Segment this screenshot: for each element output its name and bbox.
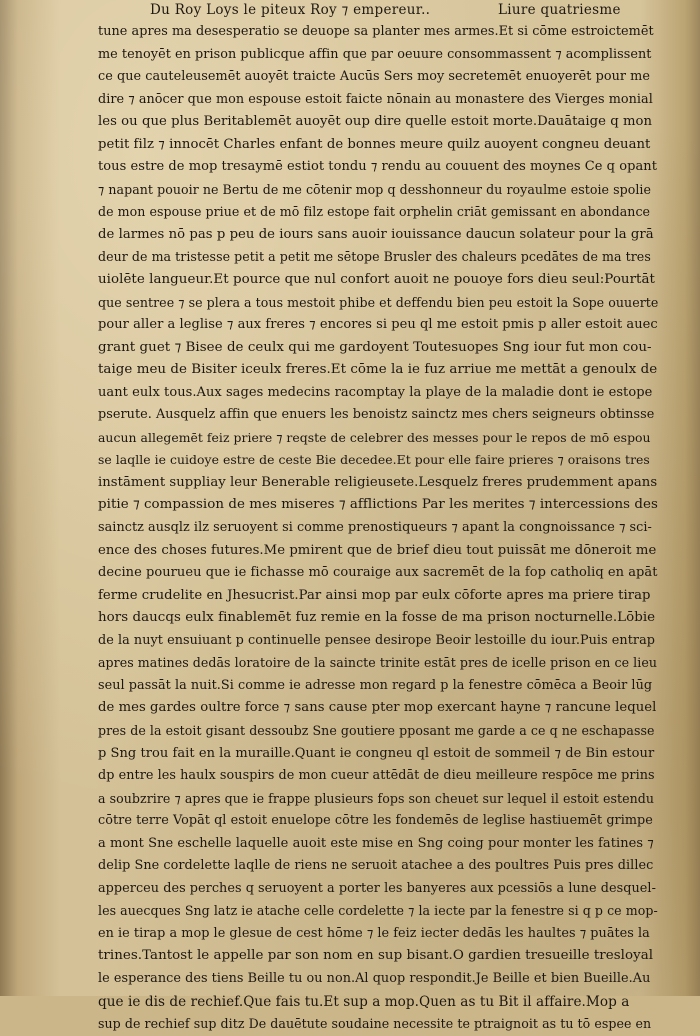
text-line: seul passāt la nuit.Si comme ie adresse mon regard p la fenestre cōmēca a Beoir lūg [98,677,653,693]
text-line: hors daucqs eulx finablemēt fuz remie en la fosse de ma prison nocturnelle.Lōbie [98,610,656,626]
text-line: me tenoyēt en prison publicque affin que par oeuure consommassent ⁊ acomplissent [98,46,652,62]
text-line: les auecques Sng latz ie atache celle cordelette ⁊ la iecte par la fenestre si q p ce mop- [98,903,658,919]
running-title: Du Roy Loys le piteux Roy ⁊ empereur.. [150,2,431,18]
text-line: sup de rechief sup ditz De dauētute soudaine necessite te ptraignoit as tu tō espee en [98,1016,652,1032]
text-line: que ie dis de rechief.Que fais tu.Et sup a mop.Quen as tu Bit il affaire.Mop a [98,993,630,1010]
text-line: deur de ma tristesse petit a petit me sētope Brusler des chaleurs pcedātes de ma tres [98,249,651,265]
text-line: dp entre les haulx souspirs de mon cueur attēdāt de dieu meilleure respōce me prins [98,768,655,784]
text-line: delip Sne cordelette laqlle de riens ne seruoit atachee a des poultres Puis pres dillec [98,858,654,874]
text-line: trines.Tantost le appelle par son nom en sup bisant.O gardien tresueille tresloyal [98,948,654,964]
text-line: pitie ⁊ compassion de mes miseres ⁊ afflictions Par les merites ⁊ intercessions des [98,497,658,513]
text-line: apperceu des perches q seruoyent a porter les banyeres aux pcessiōs a lune desquel- [98,880,656,896]
text-line: pour aller a leglise ⁊ aux freres ⁊ encores si peu ql me estoit pmis p aller estoit auec [98,317,658,333]
text-line: en ie tirap a mop le glesue de cest hōme ⁊ le feiz iecter dedās les haultes ⁊ puātes la [98,925,650,941]
text-line: decine pourueu que ie fichasse mō couraige aux sacremēt de la fop catholiq en apāt [98,565,658,581]
text-line: pserute. Ausquelz affin que enuers les benoistz sainctz mes chers seigneurs obtinsse [98,407,655,423]
text-line: a mont Sne eschelle laquelle auoit este mise en Sng coing pour monter les fatines ⁊ [98,835,654,851]
text-line: de mes gardes oultre force ⁊ sans cause pter mop exercant hayne ⁊ rancune lequel [98,700,657,716]
text-line: dire ⁊ anōcer que mon espouse estoit faicte nōnain au monastere des Vierges monial [98,91,653,107]
text-line: ence des choses futures.Me pmirent que de brief dieu tout puissāt me dōneroit me [98,542,657,558]
running-header [150,2,670,20]
text-line: grant guet ⁊ Bisee de ceulx qui me gardoyent Toutesuopes Sng iour fut mon cou- [98,339,652,355]
text-line: tune apres ma desesperatio se deuope sa planter mes armes.Et si cōme estroictemēt [98,24,654,39]
text-line: apres matines dedās loratoire de la saincte trinite estāt pres de icelle prison en ce lieu [98,655,657,671]
text-line: ferme crudelite en Jhesucrist.Par ainsi mop par eulx cōforte apres ma priere tirap [98,587,651,603]
text-line: instāment suppliay leur Benerable religieusete.Lesquelz freres prudemment apans [98,474,658,490]
text-line: que sentree ⁊ se plera a tous mestoit phibe et deffendu bien peu estoit la Sope ouuerte [98,294,658,310]
text-line: ⁊ napant pouoir ne Bertu de me cōtenir mop q desshonneur du royaulme estoie spolie [98,181,652,197]
text-line: pres de la estoit gisant dessoubz Sne goutiere pposant me garde a ce q ne eschapasse [98,722,655,738]
text-line: tous estre de mop tresaymē estiot tondu ⁊ rendu au couuent des moynes Ce q opant [98,159,657,175]
text-line: p Sng trou fait en la muraille.Quant ie congneu ql estoit de sommeil ⁊ de Bin estour [98,745,655,761]
text-line: petit filz ⁊ innocēt Charles enfant de bonnes meure quilz auoyent congneu deuant [98,136,651,152]
text-line: se laqlle ie cuidoye estre de ceste Bie decedee.Et pour elle faire prieres ⁊ oraisons tres [98,452,650,468]
text-line: les ou que plus Beritablemēt auoyēt oup dire quelle estoit morte.Dauātaige q mon [98,114,653,130]
book-label: Liure quatriesme [498,2,621,18]
text-line: a soubzrire ⁊ apres que ie frappe plusieurs fops son cheuet sur lequel il estoit estendu [98,790,655,806]
text-line: de la nuyt ensuiuant p continuelle pensee desirope Beoir lestoille du iour.Puis entrap [98,632,655,648]
text-line: de mon espouse priue et de mō filz estope fait orphelin criāt gemissant en abondance [98,204,651,220]
text-line: cōtre terre Vopāt ql estoit enuelope cōtre les fondemēs de leglise hastiuemēt grimpe [98,813,653,829]
text-line: taige meu de Bisiter iceulx freres.Et cōme la ie fuz arriue me mettāt a genoulx de [98,362,658,378]
text-line: uant eulx tous.Aux sages medecins racomptay la playe de la maladie dont ie estope [98,384,653,400]
text-line: uiolēte langueur.Et pource que nul confort auoit ne pouoye fors dieu seul:Pourtāt [98,272,655,288]
text-line: de larmes nō pas p peu de iours sans auoir iouissance daucun solateur pour la grā [98,226,654,242]
text-line: sainctz ausqlz ilz seruoyent si comme prenostiqueurs ⁊ apant la congnoissance ⁊ sci- [98,520,652,536]
body-text [98,21,658,1036]
text-line: le esperance des tiens Beille tu ou non.Al quop respondit.Je Beille et bien Bueille.Au [98,970,651,986]
text-line: aucun allegemēt feiz priere ⁊ reqste de celebrer des messes pour le repos de mō espou [98,429,651,445]
text-line: ce que cauteleusemēt auoyēt traicte Aucūs Sers moy secretemēt enuoyerēt pour me [98,69,650,85]
